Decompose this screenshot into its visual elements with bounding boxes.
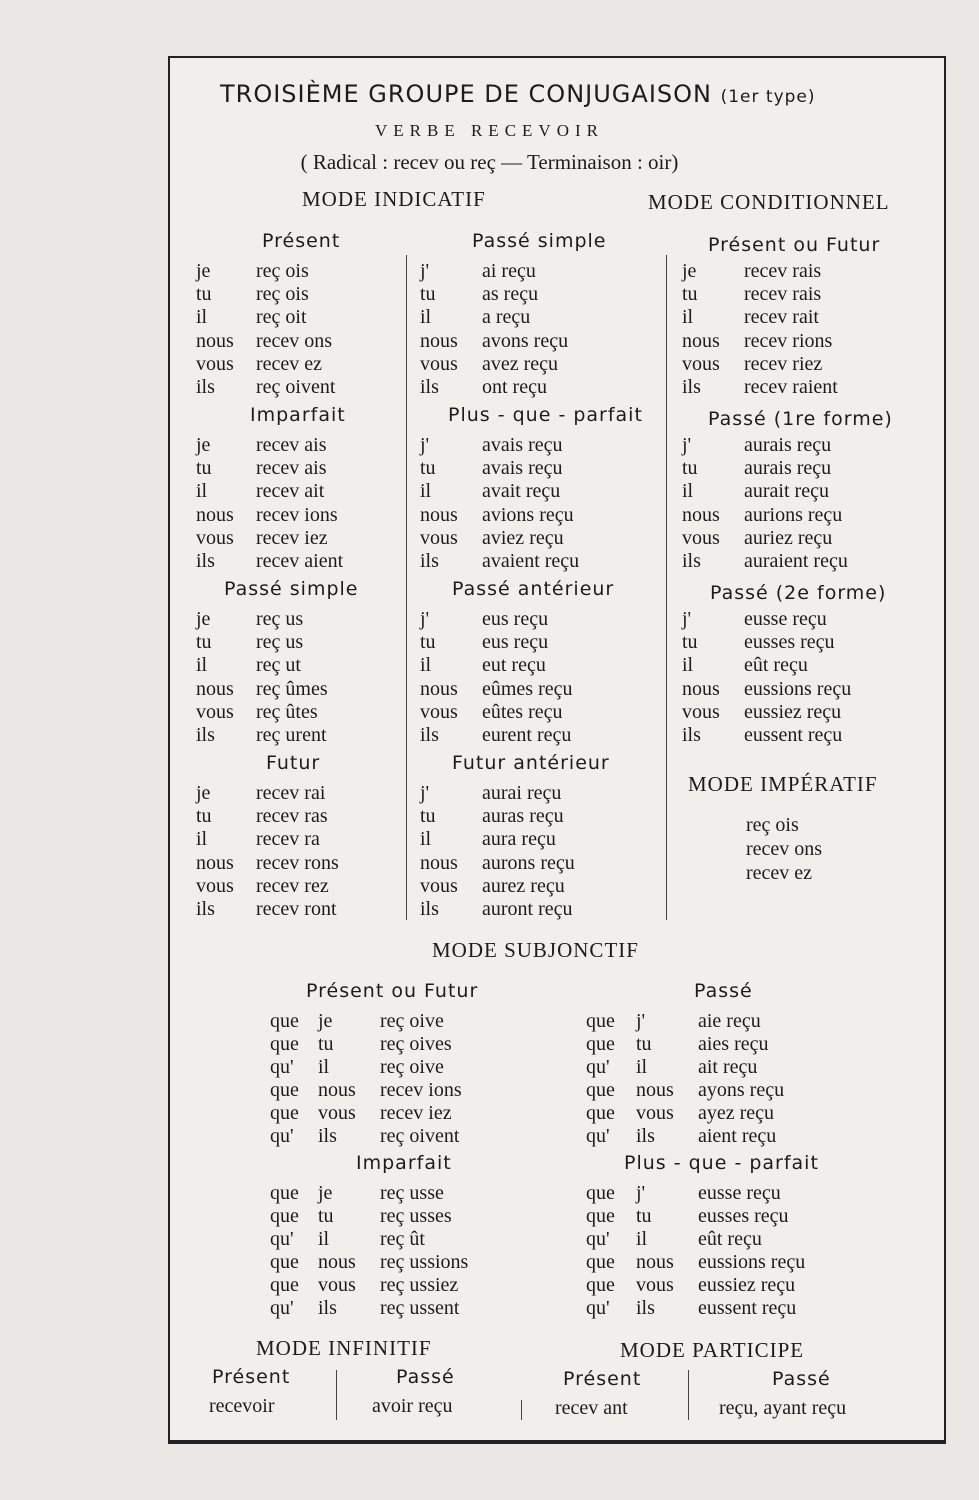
subj-left-verb-form: reç ussions: [380, 1251, 469, 1273]
compound-verb-form: avons reçu: [482, 329, 569, 352]
indicatif-verb-form: recev ais: [256, 457, 327, 480]
subj-right-que: que: [586, 1205, 615, 1227]
subj-right-pronoun: j': [636, 1010, 646, 1032]
subj-right-verb-form: eussions reçu: [698, 1251, 806, 1273]
indicatif-verb-form: reç ûtes: [256, 700, 318, 723]
compound-pronoun: ils: [420, 376, 439, 398]
subj-right-pronoun: il: [636, 1056, 648, 1078]
compound-tense-heading: Passé antérieur: [452, 578, 615, 600]
compound-pronoun: j': [420, 782, 430, 804]
compound-pronoun: ils: [420, 724, 439, 746]
indicatif-pronoun: ils: [196, 376, 215, 398]
subj-left-que: que: [270, 1010, 299, 1032]
compound-pronoun: j': [420, 260, 430, 282]
compound-pronoun: ils: [420, 898, 439, 920]
subj-left-pronoun: il: [318, 1056, 330, 1078]
subj-right-que: qu': [586, 1125, 610, 1147]
subj-right-pronoun: il: [636, 1228, 648, 1250]
subj-right-pronoun: vous: [636, 1274, 674, 1296]
subj-right-que: qu': [586, 1056, 610, 1078]
subj-right-que: que: [586, 1102, 615, 1124]
compound-verb-form: avais reçu: [482, 457, 563, 480]
conditionnel-pronoun: ils: [682, 550, 701, 572]
conditionnel-verb-form: eussions reçu: [744, 677, 852, 700]
conditionnel-pronoun: tu: [682, 457, 698, 480]
subj-left-que: que: [270, 1102, 299, 1124]
mode-imperatif-label: MODE IMPÉRATIF: [688, 772, 878, 796]
indicatif-verb-form: recev ez: [256, 352, 323, 375]
compound-verb-form: avais reçu: [482, 434, 563, 456]
compound-verb-form: avait reçu: [482, 480, 561, 503]
subj-right-que: qu': [586, 1297, 610, 1319]
conditionnel-verb-form: recev rait: [744, 306, 819, 329]
subj-right-que: que: [586, 1033, 615, 1055]
compound-pronoun: vous: [420, 352, 458, 375]
subj-left-verb-form: reç ussent: [380, 1297, 460, 1319]
indicatif-verb-form: recev aient: [256, 550, 344, 572]
subj-left-que: que: [270, 1274, 299, 1296]
compound-verb-form: eurent reçu: [482, 724, 572, 746]
indicatif-verb-form: reç urent: [256, 724, 327, 746]
subj-left-pronoun: ils: [318, 1297, 337, 1319]
conditionnel-pronoun: j': [682, 608, 692, 630]
indicatif-verb-form: recev ais: [256, 434, 327, 456]
subj-right-verb-form: eusses reçu: [698, 1205, 789, 1227]
conditionnel-pronoun: il: [682, 306, 694, 329]
indicatif-verb-form: reç ut: [256, 654, 301, 677]
compound-verb-form: eut reçu: [482, 654, 546, 677]
conditionnel-tense-heading: Passé (2e forme): [710, 582, 887, 604]
subj-right-verb-form: eussiez reçu: [698, 1274, 796, 1296]
indicatif-verb-form: reç oivent: [256, 376, 336, 398]
subj-left-pronoun: il: [318, 1228, 330, 1250]
indicatif-pronoun: nous: [196, 503, 234, 526]
conditionnel-verb-form: eussent reçu: [744, 724, 843, 746]
compound-tense-heading: Passé simple: [472, 230, 607, 252]
conditionnel-tense-heading: Présent ou Futur: [708, 234, 881, 256]
subj-left-verb-form: reç usse: [380, 1182, 444, 1204]
infinitif-present-label: Présent: [212, 1366, 291, 1388]
subj-right-verb-form: eût reçu: [698, 1228, 762, 1250]
compound-verb-form: aurai reçu: [482, 782, 562, 804]
compound-verb-form: aurez reçu: [482, 874, 565, 897]
indicatif-pronoun: tu: [196, 631, 212, 654]
subj-left-que: que: [270, 1033, 299, 1055]
compound-pronoun: il: [420, 306, 432, 329]
compound-verb-form: aurons reçu: [482, 851, 575, 874]
compound-pronoun: il: [420, 480, 432, 503]
subj-left-verb-form: reç ût: [380, 1228, 425, 1250]
indicatif-verb-form: reç ûmes: [256, 677, 328, 700]
indicatif-pronoun: vous: [196, 874, 234, 897]
indicatif-pronoun: nous: [196, 329, 234, 352]
participe-present-value: recev ant: [555, 1397, 628, 1419]
mode-conditionnel-label: MODE CONDITIONNEL: [648, 190, 890, 214]
subj-right-verb-form: eusse reçu: [698, 1182, 781, 1204]
subj-right-tense-heading: Passé: [694, 980, 753, 1002]
subj-left-pronoun: tu: [318, 1033, 334, 1055]
indicatif-verb-form: reç us: [256, 631, 304, 654]
subj-left-que: qu': [270, 1228, 294, 1250]
mode-participe-label: MODE PARTICIPE: [620, 1338, 805, 1362]
indicatif-pronoun: tu: [196, 283, 212, 306]
indicatif-pronoun: nous: [196, 677, 234, 700]
conditionnel-verb-form: aurions reçu: [744, 503, 843, 526]
compound-pronoun: tu: [420, 805, 436, 828]
conditionnel-verb-form: eussiez reçu: [744, 700, 842, 723]
imperatif-form: recev ez: [746, 862, 813, 884]
compound-pronoun: nous: [420, 677, 458, 700]
infinitif-divider: [336, 1370, 337, 1420]
indicatif-pronoun: vous: [196, 352, 234, 375]
subj-left-verb-form: recev iez: [380, 1102, 452, 1124]
conditionnel-pronoun: ils: [682, 376, 701, 398]
subj-left-tense-heading: Présent ou Futur: [306, 980, 479, 1002]
compound-tense-heading: Plus - que - parfait: [448, 404, 643, 426]
subj-left-pronoun: nous: [318, 1079, 356, 1101]
conditionnel-pronoun: nous: [682, 329, 720, 352]
conditionnel-pronoun: vous: [682, 700, 720, 723]
conditionnel-verb-form: eusses reçu: [744, 631, 835, 654]
subj-right-verb-form: aient reçu: [698, 1125, 777, 1147]
indicatif-verb-form: recev rez: [256, 874, 329, 897]
page-title: [220, 80, 816, 108]
subj-left-pronoun: je: [318, 1010, 333, 1032]
imperatif-form: recev ons: [746, 838, 823, 860]
indicatif-pronoun: je: [196, 782, 211, 804]
compound-tense-heading: Futur antérieur: [452, 752, 610, 774]
subj-right-pronoun: j': [636, 1182, 646, 1204]
subj-left-que: qu': [270, 1125, 294, 1147]
subj-right-que: que: [586, 1274, 615, 1296]
conditionnel-tense-heading: Passé (1re forme): [708, 408, 893, 430]
subj-left-pronoun: je: [318, 1182, 333, 1204]
indicatif-tense-heading: Passé simple: [224, 578, 359, 600]
conditionnel-pronoun: je: [682, 260, 697, 282]
subj-right-que: qu': [586, 1228, 610, 1250]
indicatif-pronoun: il: [196, 306, 208, 329]
subj-left-pronoun: ils: [318, 1125, 337, 1147]
conditionnel-pronoun: tu: [682, 631, 698, 654]
subj-left-que: que: [270, 1251, 299, 1273]
subj-left-pronoun: tu: [318, 1205, 334, 1227]
mode-subjonctif-label: MODE SUBJONCTIF: [432, 938, 639, 962]
compound-verb-form: aviez reçu: [482, 526, 564, 549]
compound-verb-form: ont reçu: [482, 376, 547, 398]
participe-passe-label: Passé: [772, 1368, 831, 1390]
indicatif-verb-form: recev rons: [256, 851, 339, 874]
conditionnel-verb-form: recev raient: [744, 376, 838, 398]
infinitif-passe-value: avoir reçu: [372, 1395, 453, 1417]
subj-right-pronoun: tu: [636, 1205, 652, 1227]
subj-right-pronoun: nous: [636, 1251, 674, 1273]
compound-pronoun: vous: [420, 526, 458, 549]
subj-right-que: que: [586, 1010, 615, 1032]
subj-left-verb-form: reç oive: [380, 1010, 444, 1032]
indicatif-pronoun: vous: [196, 526, 234, 549]
compound-pronoun: il: [420, 828, 432, 851]
indicatif-verb-form: reç oit: [256, 306, 307, 329]
compound-verb-form: eus reçu: [482, 608, 549, 630]
subj-right-tense-heading: Plus - que - parfait: [624, 1152, 819, 1174]
subj-left-verb-form: recev ions: [380, 1079, 462, 1101]
imperatif-form: reç ois: [746, 814, 799, 836]
conditionnel-verb-form: recev rais: [744, 260, 822, 282]
conditionnel-verb-form: aurais reçu: [744, 434, 832, 456]
indicatif-pronoun: nous: [196, 851, 234, 874]
conditionnel-pronoun: nous: [682, 677, 720, 700]
compound-verb-form: eus reçu: [482, 631, 549, 654]
compound-pronoun: nous: [420, 503, 458, 526]
indicatif-verb-form: recev ras: [256, 805, 328, 828]
compound-pronoun: j': [420, 434, 430, 456]
indicatif-pronoun: il: [196, 480, 208, 503]
title-type: (1er type): [720, 87, 816, 107]
subj-right-verb-form: ait reçu: [698, 1056, 758, 1078]
subj-right-pronoun: tu: [636, 1033, 652, 1055]
indicatif-tense-heading: Futur: [266, 752, 321, 774]
conditionnel-verb-form: auraient reçu: [744, 550, 848, 572]
mode-infinitif-label: MODE INFINITIF: [256, 1336, 432, 1360]
subj-right-verb-form: ayons reçu: [698, 1079, 785, 1101]
participe-present-label: Présent: [563, 1368, 642, 1390]
indicatif-verb-form: recev ront: [256, 898, 337, 920]
indicatif-pronoun: tu: [196, 805, 212, 828]
compound-pronoun: tu: [420, 457, 436, 480]
column-divider-1: [406, 255, 407, 920]
subj-right-verb-form: eussent reçu: [698, 1297, 797, 1319]
conditionnel-verb-form: recev rions: [744, 329, 833, 352]
subj-left-que: que: [270, 1182, 299, 1204]
indicatif-verb-form: recev ait: [256, 480, 325, 503]
title-text: TROISIÈME GROUPE DE CONJUGAISON: [220, 80, 712, 108]
compound-verb-form: auront reçu: [482, 898, 573, 920]
compound-pronoun: vous: [420, 700, 458, 723]
indicatif-tense-heading: Imparfait: [250, 404, 346, 426]
indicatif-verb-form: recev ons: [256, 329, 333, 352]
compound-pronoun: nous: [420, 329, 458, 352]
indicatif-pronoun: je: [196, 434, 211, 456]
compound-verb-form: auras reçu: [482, 805, 564, 828]
participe-divider: [688, 1370, 689, 1420]
subj-right-que: que: [586, 1251, 615, 1273]
subj-left-que: qu': [270, 1297, 294, 1319]
infinitif-passe-label: Passé: [396, 1366, 455, 1388]
compound-pronoun: ils: [420, 550, 439, 572]
center-divider: [521, 1400, 522, 1420]
verb-heading: VERBE RECEVOIR: [375, 121, 604, 140]
compound-verb-form: avez reçu: [482, 352, 559, 375]
compound-verb-form: ai reçu: [482, 260, 536, 282]
indicatif-verb-form: reç ois: [256, 283, 309, 306]
subj-left-verb-form: reç oives: [380, 1033, 452, 1055]
subj-left-verb-form: reç ussiez: [380, 1274, 459, 1296]
compound-pronoun: il: [420, 654, 432, 677]
indicatif-pronoun: il: [196, 828, 208, 851]
conditionnel-verb-form: recev rais: [744, 283, 822, 306]
conditionnel-verb-form: recev riez: [744, 352, 823, 375]
subj-right-que: que: [586, 1079, 615, 1101]
conditionnel-pronoun: il: [682, 654, 694, 677]
subj-right-que: que: [586, 1182, 615, 1204]
subj-left-pronoun: vous: [318, 1102, 356, 1124]
indicatif-verb-form: recev ions: [256, 503, 338, 526]
subj-left-tense-heading: Imparfait: [356, 1152, 452, 1174]
indicatif-verb-form: recev rai: [256, 782, 326, 804]
compound-verb-form: avions reçu: [482, 503, 574, 526]
compound-pronoun: nous: [420, 851, 458, 874]
compound-pronoun: j': [420, 608, 430, 630]
subj-left-que: qu': [270, 1056, 294, 1078]
subj-right-verb-form: aie reçu: [698, 1010, 761, 1032]
compound-verb-form: aura reçu: [482, 828, 556, 851]
compound-pronoun: tu: [420, 283, 436, 306]
indicatif-pronoun: je: [196, 608, 211, 630]
compound-verb-form: eûmes reçu: [482, 677, 573, 700]
conditionnel-verb-form: eût reçu: [744, 654, 808, 677]
indicatif-pronoun: il: [196, 654, 208, 677]
indicatif-verb-form: recev ra: [256, 828, 320, 851]
indicatif-verb-form: reç us: [256, 608, 304, 630]
indicatif-pronoun: je: [196, 260, 211, 282]
indicatif-verb-form: reç ois: [256, 260, 309, 282]
subj-right-pronoun: ils: [636, 1297, 655, 1319]
indicatif-pronoun: ils: [196, 724, 215, 746]
conditionnel-verb-form: eusse reçu: [744, 608, 827, 630]
compound-verb-form: a reçu: [482, 306, 531, 329]
subj-left-verb-form: reç oive: [380, 1056, 444, 1078]
compound-pronoun: vous: [420, 874, 458, 897]
conditionnel-pronoun: tu: [682, 283, 698, 306]
conditionnel-pronoun: vous: [682, 526, 720, 549]
indicatif-pronoun: vous: [196, 700, 234, 723]
conditionnel-verb-form: aurais reçu: [744, 457, 832, 480]
conditionnel-verb-form: aurait reçu: [744, 480, 829, 503]
conditionnel-pronoun: ils: [682, 724, 701, 746]
participe-passe-value: reçu, ayant reçu: [719, 1397, 847, 1419]
conditionnel-pronoun: j': [682, 434, 692, 456]
conditionnel-pronoun: il: [682, 480, 694, 503]
subj-left-pronoun: nous: [318, 1251, 356, 1273]
radical-line: ( Radical : recev ou reç — Terminaison : oir): [300, 150, 679, 174]
compound-pronoun: tu: [420, 631, 436, 654]
mode-indicatif-label: MODE INDICATIF: [302, 187, 486, 211]
subj-left-que: que: [270, 1079, 299, 1101]
subj-right-verb-form: aies reçu: [698, 1033, 769, 1055]
column-divider-2: [666, 255, 667, 920]
subj-left-pronoun: vous: [318, 1274, 356, 1296]
subj-right-pronoun: nous: [636, 1079, 674, 1101]
subj-left-verb-form: reç usses: [380, 1205, 452, 1227]
compound-verb-form: as reçu: [482, 283, 539, 306]
subj-left-que: que: [270, 1205, 299, 1227]
subj-right-pronoun: vous: [636, 1102, 674, 1124]
indicatif-pronoun: ils: [196, 898, 215, 920]
indicatif-verb-form: recev iez: [256, 526, 328, 549]
subj-right-verb-form: ayez reçu: [698, 1102, 775, 1124]
compound-verb-form: eûtes reçu: [482, 700, 563, 723]
indicatif-pronoun: ils: [196, 550, 215, 572]
conditionnel-verb-form: auriez reçu: [744, 526, 833, 549]
conditionnel-pronoun: nous: [682, 503, 720, 526]
indicatif-pronoun: tu: [196, 457, 212, 480]
subj-left-verb-form: reç oivent: [380, 1125, 460, 1147]
compound-verb-form: avaient reçu: [482, 550, 580, 572]
conditionnel-pronoun: vous: [682, 352, 720, 375]
subj-right-pronoun: ils: [636, 1125, 655, 1147]
infinitif-present-value: recevoir: [209, 1395, 275, 1417]
indicatif-tense-heading: Présent: [262, 230, 341, 252]
